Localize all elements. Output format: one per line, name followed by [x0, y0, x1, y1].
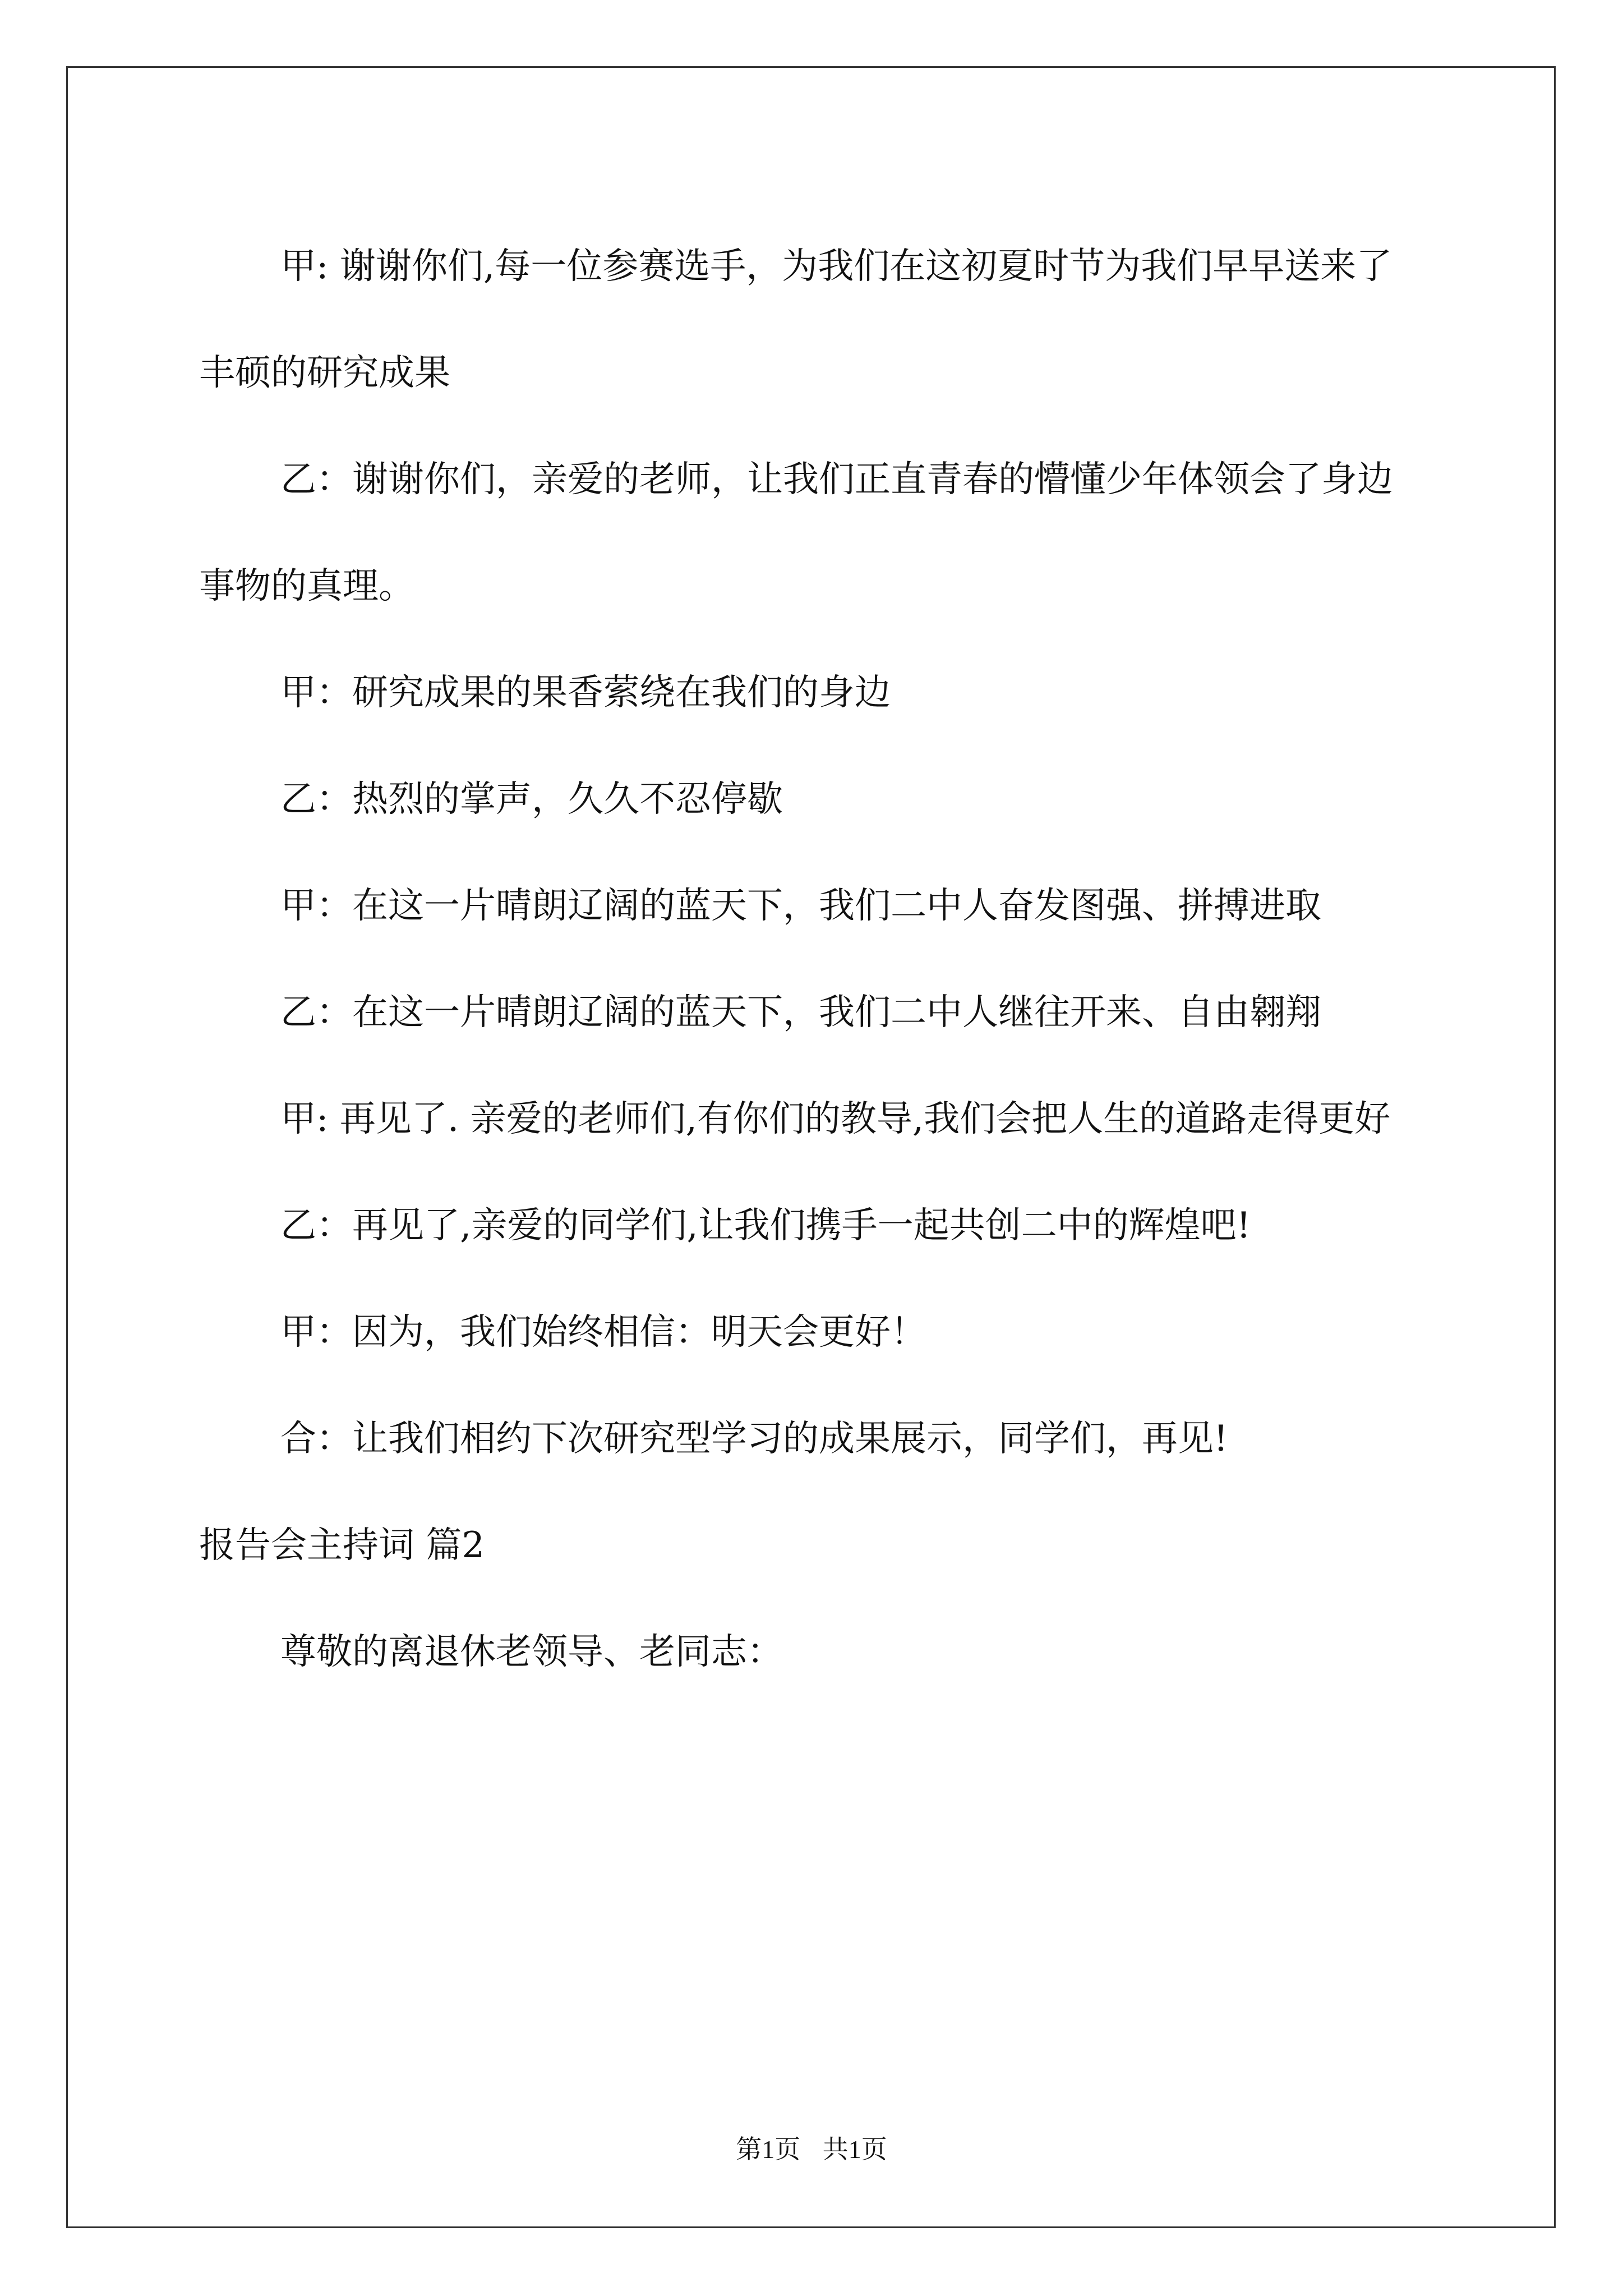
paragraph-farewell-classmates: 乙：再见了,亲爱的同学们,让我们携手一起共创二中的辉煌吧!	[280, 1205, 1251, 1246]
paragraph-blue-sky-soaring: 乙：在这一片晴朗辽阔的蓝天下，我们二中人继往开来、自由翱翔	[280, 992, 1321, 1033]
paragraph-applause: 乙：热烈的掌声，久久不忍停歇	[280, 779, 783, 820]
paragraph-closing-together: 合：让我们相约下次研究型学习的成果展示，同学们，再见!	[280, 1418, 1228, 1460]
paragraph-farewell-teachers: 甲: 再见了. 亲爱的老师们,有你们的教导,我们会把人生的道路走得更好	[280, 1098, 1391, 1140]
paragraph-thanks-teachers: 乙：谢谢你们，亲爱的老师，让我们正直青春的懵懂少年体领会了身边事物的真理。	[199, 459, 1393, 607]
paragraph-salutation: 尊敬的离退休老领导、老同志：	[280, 1631, 783, 1673]
paragraph-better-tomorrow: 甲：因为，我们始终相信：明天会更好！	[280, 1312, 926, 1353]
paragraph-blue-sky-striving: 甲：在这一片晴朗辽阔的蓝天下，我们二中人奋发图强、拼搏进取	[280, 885, 1321, 927]
paragraph-research-fragrance: 甲：研究成果的果香萦绕在我们的身边	[280, 672, 891, 714]
section-heading: 报告会主持词 篇2	[199, 1525, 485, 1566]
page-total: 共1页	[822, 2135, 887, 2164]
document-body	[199, 213, 1427, 1705]
page-footer	[0, 2129, 1623, 2166]
page-number: 第1页	[736, 2135, 801, 2164]
paragraph-thanks-contestants: 甲: 谢谢你们,每一位参赛选手，为我们在这初夏时节为我们早早送来了丰硕的研究成果	[199, 246, 1393, 394]
